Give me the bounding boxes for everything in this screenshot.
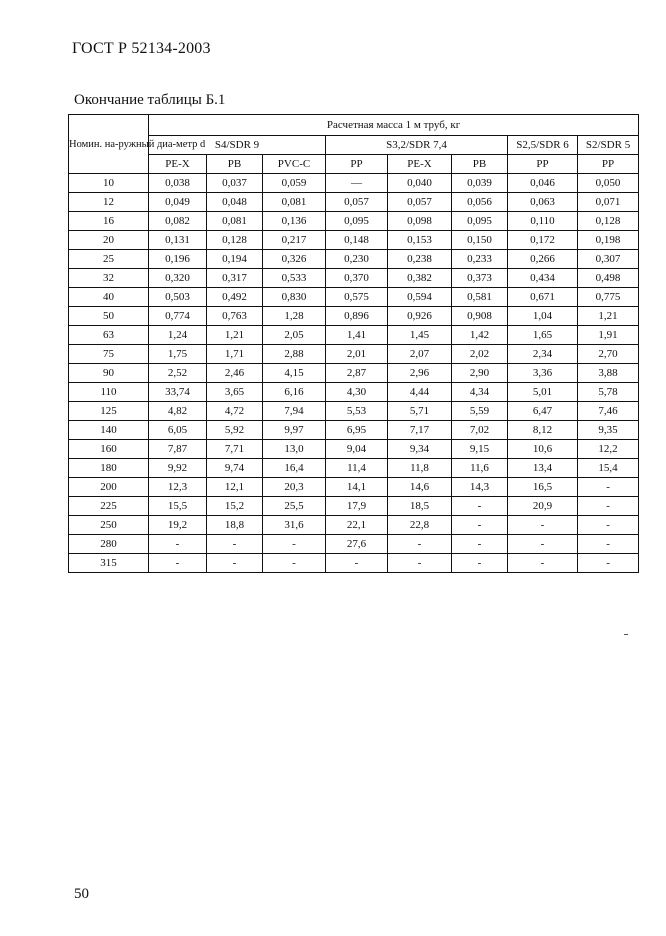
table-row <box>69 459 639 478</box>
mass-cell: 0,373 <box>452 269 508 288</box>
mass-cell: 0,775 <box>578 288 639 307</box>
table-row <box>69 516 639 535</box>
mass-cell: 0,198 <box>578 231 639 250</box>
mass-cell: 0,063 <box>508 193 578 212</box>
stray-mark <box>624 634 628 635</box>
mass-cell: - <box>578 478 639 497</box>
mass-cell: 27,6 <box>326 535 388 554</box>
mass-cell: 9,74 <box>207 459 263 478</box>
mass-cell: 0,671 <box>508 288 578 307</box>
mass-cell: 1,71 <box>207 345 263 364</box>
mass-cell: 1,21 <box>578 307 639 326</box>
table-row <box>69 497 639 516</box>
mass-cell: 1,75 <box>149 345 207 364</box>
mass-cell: 15,4 <box>578 459 639 478</box>
mass-cell: 2,34 <box>508 345 578 364</box>
mass-cell: 13,4 <box>508 459 578 478</box>
mass-cell: 0,059 <box>263 174 326 193</box>
group-header: S3,2/SDR 7,4 <box>326 136 508 155</box>
mass-cell: 12,2 <box>578 440 639 459</box>
table-row <box>69 269 639 288</box>
table-row <box>69 212 639 231</box>
mass-cell: 0,317 <box>207 269 263 288</box>
mass-cell: 11,6 <box>452 459 508 478</box>
mass-cell: 4,34 <box>452 383 508 402</box>
mass-cell: 3,65 <box>207 383 263 402</box>
mass-cell: 0,049 <box>149 193 207 212</box>
mass-cell: - <box>263 554 326 573</box>
mass-cell: 18,5 <box>388 497 452 516</box>
mass-cell: 14,1 <box>326 478 388 497</box>
main-header: Расчетная масса 1 м труб, кг <box>149 115 639 136</box>
mass-cell: 0,057 <box>326 193 388 212</box>
table-row <box>69 326 639 345</box>
mass-cell: 0,575 <box>326 288 388 307</box>
mass-cell: - <box>149 535 207 554</box>
mass-cell: 1,41 <box>326 326 388 345</box>
diameter-cell: 20 <box>69 231 149 250</box>
mass-cell: - <box>578 554 639 573</box>
diameter-cell: 32 <box>69 269 149 288</box>
mass-cell: 7,46 <box>578 402 639 421</box>
diameter-cell: 125 <box>69 402 149 421</box>
mass-cell: 0,830 <box>263 288 326 307</box>
mass-cell: - <box>452 554 508 573</box>
mass-cell: 2,70 <box>578 345 639 364</box>
mass-cell: 0,498 <box>578 269 639 288</box>
mass-cell: 0,039 <box>452 174 508 193</box>
mass-cell: - <box>452 497 508 516</box>
mass-cell: 15,5 <box>149 497 207 516</box>
mass-cell: 0,196 <box>149 250 207 269</box>
mass-cell: 0,266 <box>508 250 578 269</box>
mass-cell: 0,382 <box>388 269 452 288</box>
mass-cell: 0,896 <box>326 307 388 326</box>
mass-cell: - <box>207 554 263 573</box>
mass-cell: 22,1 <box>326 516 388 535</box>
mass-cell: 0,071 <box>578 193 639 212</box>
mass-cell: 0,040 <box>388 174 452 193</box>
material-header: PB <box>452 155 508 174</box>
mass-cell: 0,037 <box>207 174 263 193</box>
mass-cell: 31,6 <box>263 516 326 535</box>
mass-cell: 16,5 <box>508 478 578 497</box>
mass-cell: 0,370 <box>326 269 388 288</box>
mass-cell: 5,92 <box>207 421 263 440</box>
diameter-cell: 10 <box>69 174 149 193</box>
mass-cell: 0,098 <box>388 212 452 231</box>
diameter-cell: 50 <box>69 307 149 326</box>
mass-cell: 9,15 <box>452 440 508 459</box>
diameter-cell: 250 <box>69 516 149 535</box>
mass-cell: 6,47 <box>508 402 578 421</box>
mass-cell: 0,307 <box>578 250 639 269</box>
mass-cell: 18,8 <box>207 516 263 535</box>
mass-cell: 4,15 <box>263 364 326 383</box>
mass-cell: - <box>263 535 326 554</box>
mass-cell: 3,36 <box>508 364 578 383</box>
table-row <box>69 250 639 269</box>
mass-cell: - <box>452 516 508 535</box>
mass-cell: 0,503 <box>149 288 207 307</box>
mass-cell: 7,94 <box>263 402 326 421</box>
mass-cell: 0,763 <box>207 307 263 326</box>
mass-cell: 5,01 <box>508 383 578 402</box>
mass-cell: 6,05 <box>149 421 207 440</box>
mass-cell: 0,148 <box>326 231 388 250</box>
mass-cell: 16,4 <box>263 459 326 478</box>
mass-cell: 0,238 <box>388 250 452 269</box>
mass-cell: 0,095 <box>326 212 388 231</box>
mass-cell: 33,74 <box>149 383 207 402</box>
mass-cell: 0,050 <box>578 174 639 193</box>
mass-cell: 0,926 <box>388 307 452 326</box>
mass-cell: 0,082 <box>149 212 207 231</box>
material-header-row <box>69 155 639 174</box>
mass-cell: 2,88 <box>263 345 326 364</box>
group-header: S2,5/SDR 6 <box>508 136 578 155</box>
mass-cell: 0,594 <box>388 288 452 307</box>
mass-cell: 20,9 <box>508 497 578 516</box>
mass-cell: 5,71 <box>388 402 452 421</box>
mass-cell: 5,53 <box>326 402 388 421</box>
diameter-cell: 110 <box>69 383 149 402</box>
mass-cell: 15,2 <box>207 497 263 516</box>
mass-cell: 7,02 <box>452 421 508 440</box>
mass-cell: 0,217 <box>263 231 326 250</box>
mass-cell: 11,4 <box>326 459 388 478</box>
mass-cell: 19,2 <box>149 516 207 535</box>
diameter-cell: 75 <box>69 345 149 364</box>
diameter-cell: 280 <box>69 535 149 554</box>
table-caption: Окончание таблицы Б.1 <box>74 92 226 108</box>
mass-cell: 1,24 <box>149 326 207 345</box>
mass-cell: - <box>578 516 639 535</box>
mass-cell: 8,12 <box>508 421 578 440</box>
mass-cell: 0,153 <box>388 231 452 250</box>
mass-cell: 0,230 <box>326 250 388 269</box>
mass-cell: 1,21 <box>207 326 263 345</box>
mass-cell: 0,048 <box>207 193 263 212</box>
mass-cell: - <box>578 497 639 516</box>
mass-cell: 0,320 <box>149 269 207 288</box>
diameter-cell: 140 <box>69 421 149 440</box>
table-row <box>69 554 639 573</box>
mass-cell: 0,194 <box>207 250 263 269</box>
mass-cell: 7,17 <box>388 421 452 440</box>
mass-cell: 4,30 <box>326 383 388 402</box>
table-row <box>69 345 639 364</box>
mass-cell: 2,01 <box>326 345 388 364</box>
material-header: PP <box>578 155 639 174</box>
mass-cell: 6,16 <box>263 383 326 402</box>
mass-cell: 9,92 <box>149 459 207 478</box>
mass-cell: 2,02 <box>452 345 508 364</box>
mass-cell: 0,081 <box>263 193 326 212</box>
mass-cell: - <box>326 554 388 573</box>
mass-cell: 7,71 <box>207 440 263 459</box>
mass-cell: 2,46 <box>207 364 263 383</box>
document-header: ГОСТ Р 52134-2003 <box>72 40 211 57</box>
mass-cell: 0,038 <box>149 174 207 193</box>
mass-cell: 0,128 <box>578 212 639 231</box>
mass-cell: 0,095 <box>452 212 508 231</box>
mass-cell: 0,150 <box>452 231 508 250</box>
mass-cell: 4,82 <box>149 402 207 421</box>
mass-cell: 0,131 <box>149 231 207 250</box>
mass-cell: 12,1 <box>207 478 263 497</box>
mass-cell: 2,90 <box>452 364 508 383</box>
mass-cell: 0,233 <box>452 250 508 269</box>
table-row <box>69 364 639 383</box>
mass-cell: 1,28 <box>263 307 326 326</box>
mass-cell: 14,6 <box>388 478 452 497</box>
mass-cell: 4,72 <box>207 402 263 421</box>
material-header: PVC-C <box>263 155 326 174</box>
mass-cell: 17,9 <box>326 497 388 516</box>
mass-cell: 11,8 <box>388 459 452 478</box>
mass-cell: 0,081 <box>207 212 263 231</box>
mass-cell: - <box>149 554 207 573</box>
mass-cell: - <box>388 554 452 573</box>
table-row <box>69 307 639 326</box>
diameter-cell: 25 <box>69 250 149 269</box>
table-row <box>69 440 639 459</box>
diameter-cell: 12 <box>69 193 149 212</box>
mass-cell: 1,65 <box>508 326 578 345</box>
mass-cell: 9,04 <box>326 440 388 459</box>
group-header: S4/SDR 9 <box>149 136 326 155</box>
diameter-cell: 160 <box>69 440 149 459</box>
mass-cell: 2,05 <box>263 326 326 345</box>
mass-cell: 0,056 <box>452 193 508 212</box>
material-header: PE-X <box>388 155 452 174</box>
table-row <box>69 193 639 212</box>
mass-cell: 0,136 <box>263 212 326 231</box>
mass-cell: 0,434 <box>508 269 578 288</box>
table-row <box>69 478 639 497</box>
diameter-cell: 40 <box>69 288 149 307</box>
mass-cell: 3,88 <box>578 364 639 383</box>
pipe-mass-table <box>68 114 639 573</box>
table-row <box>69 421 639 440</box>
mass-cell: 10,6 <box>508 440 578 459</box>
mass-cell: 1,42 <box>452 326 508 345</box>
mass-cell: 0,774 <box>149 307 207 326</box>
mass-cell: 0,326 <box>263 250 326 269</box>
mass-cell: 0,128 <box>207 231 263 250</box>
diameter-cell: 16 <box>69 212 149 231</box>
mass-cell: 4,44 <box>388 383 452 402</box>
mass-cell: 0,908 <box>452 307 508 326</box>
table-row <box>69 231 639 250</box>
mass-cell: 0,533 <box>263 269 326 288</box>
diameter-cell: 225 <box>69 497 149 516</box>
mass-cell: 0,492 <box>207 288 263 307</box>
mass-cell: 22,8 <box>388 516 452 535</box>
mass-cell: 0,046 <box>508 174 578 193</box>
mass-cell: 5,78 <box>578 383 639 402</box>
mass-cell: 6,95 <box>326 421 388 440</box>
mass-cell: - <box>388 535 452 554</box>
mass-cell: 12,3 <box>149 478 207 497</box>
material-header: PP <box>508 155 578 174</box>
mass-cell: 2,96 <box>388 364 452 383</box>
mass-cell: 0,057 <box>388 193 452 212</box>
table-row <box>69 535 639 554</box>
material-header: PP <box>326 155 388 174</box>
diameter-cell: 63 <box>69 326 149 345</box>
mass-cell: - <box>508 516 578 535</box>
material-header: PE-X <box>149 155 207 174</box>
mass-cell: 0,172 <box>508 231 578 250</box>
mass-cell: - <box>207 535 263 554</box>
stub-header: Номин. на-ружный диа-метр d <box>69 115 149 174</box>
mass-cell: 1,91 <box>578 326 639 345</box>
mass-cell: 2,87 <box>326 364 388 383</box>
mass-cell: — <box>326 174 388 193</box>
table-row <box>69 383 639 402</box>
material-header: PB <box>207 155 263 174</box>
table-body <box>69 174 639 573</box>
mass-cell: 20,3 <box>263 478 326 497</box>
mass-cell: - <box>508 554 578 573</box>
mass-cell: - <box>508 535 578 554</box>
mass-cell: 14,3 <box>452 478 508 497</box>
mass-cell: - <box>452 535 508 554</box>
table-row <box>69 402 639 421</box>
diameter-cell: 180 <box>69 459 149 478</box>
mass-cell: 0,110 <box>508 212 578 231</box>
mass-cell: 9,35 <box>578 421 639 440</box>
mass-cell: 9,34 <box>388 440 452 459</box>
mass-cell: 1,04 <box>508 307 578 326</box>
mass-cell: 7,87 <box>149 440 207 459</box>
page-number: 50 <box>74 886 89 902</box>
mass-cell: 2,07 <box>388 345 452 364</box>
table-row <box>69 288 639 307</box>
diameter-cell: 200 <box>69 478 149 497</box>
mass-cell: 2,52 <box>149 364 207 383</box>
mass-cell: 9,97 <box>263 421 326 440</box>
diameter-cell: 90 <box>69 364 149 383</box>
diameter-cell: 315 <box>69 554 149 573</box>
mass-cell: 13,0 <box>263 440 326 459</box>
table-row <box>69 174 639 193</box>
mass-cell: 1,45 <box>388 326 452 345</box>
group-header: S2/SDR 5 <box>578 136 639 155</box>
mass-cell: 25,5 <box>263 497 326 516</box>
mass-cell: 5,59 <box>452 402 508 421</box>
mass-cell: 0,581 <box>452 288 508 307</box>
mass-cell: - <box>578 535 639 554</box>
